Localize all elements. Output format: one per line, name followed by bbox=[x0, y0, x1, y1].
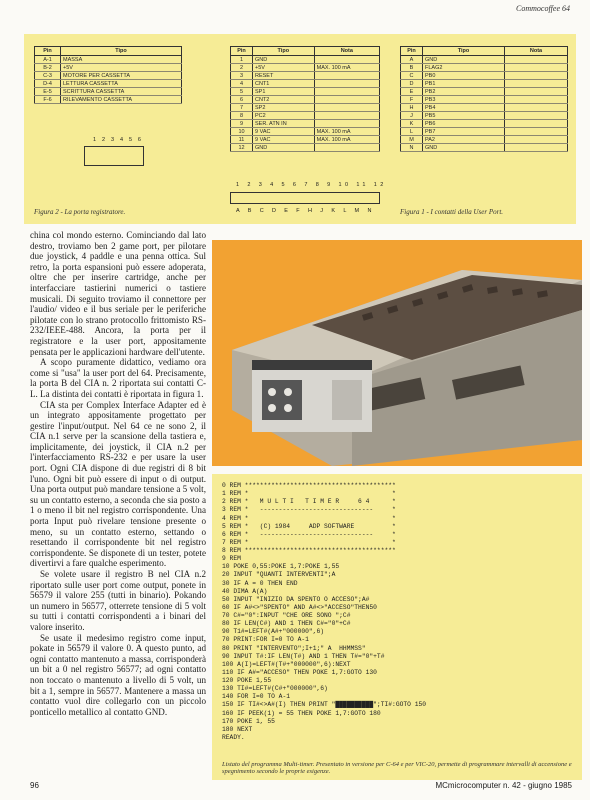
listing-line: 50 INPUT "INIZIO DA SPENTO O ACCESO";A# bbox=[222, 595, 370, 603]
table-cell: PB1 bbox=[423, 80, 505, 88]
tape-pin-row bbox=[35, 80, 182, 88]
table-cell bbox=[314, 144, 379, 152]
listing-line: 40 DIMA A(A) bbox=[222, 587, 268, 595]
listing-line: 180 NEXT bbox=[222, 725, 253, 733]
tape-connector-numbers: 1 2 3 4 5 6 bbox=[93, 137, 144, 143]
table-cell: PC2 bbox=[253, 112, 315, 120]
table-cell: E bbox=[401, 88, 423, 96]
table-cell: MAX. 100 mA bbox=[314, 136, 379, 144]
table-cell: SER. ATN IN bbox=[253, 120, 315, 128]
tape-pin-row bbox=[35, 64, 182, 72]
table-cell: M bbox=[401, 136, 423, 144]
user-pin-row bbox=[231, 136, 380, 144]
table-cell: SP2 bbox=[253, 104, 315, 112]
table-cell bbox=[314, 120, 379, 128]
table-cell bbox=[314, 104, 379, 112]
table-header-cell: Pin bbox=[231, 47, 253, 56]
table-cell bbox=[505, 144, 568, 152]
table-cell: D bbox=[401, 80, 423, 88]
table-cell: 9 bbox=[231, 120, 253, 128]
user-letter-pin-row bbox=[401, 88, 568, 96]
table-cell bbox=[505, 120, 568, 128]
table-cell: GND bbox=[253, 144, 315, 152]
table-cell: CNT2 bbox=[253, 96, 315, 104]
listing-line: 120 POKE 1,55 bbox=[222, 677, 272, 684]
user-letter-pin-row bbox=[401, 144, 568, 152]
user-letter-pin-row bbox=[401, 72, 568, 80]
table-cell bbox=[505, 72, 568, 80]
listing-line: 2 REM * M U L T I T I M E R 6 4 * bbox=[222, 498, 396, 506]
table-cell: C-3 bbox=[35, 72, 61, 80]
table-cell: +5V bbox=[61, 64, 182, 72]
listing-line: 70 C#="0":INPUT "CHE ORE SONO ";C# bbox=[222, 612, 351, 619]
table-cell: H bbox=[401, 104, 423, 112]
table-cell: D-4 bbox=[35, 80, 61, 88]
table-cell: PB2 bbox=[423, 88, 505, 96]
table-cell bbox=[505, 96, 568, 104]
table-cell bbox=[505, 88, 568, 96]
tape-pin-row bbox=[35, 96, 182, 104]
table-cell: B bbox=[401, 64, 423, 72]
listing-line: 100 A(I)=LEFT#(T#+"000000",6):NEXT bbox=[222, 660, 351, 668]
user-letter-pin-row bbox=[401, 120, 568, 128]
listing-line: 110 IF A#="ACCESO" THEN POKE 1,7:GOTO 130 bbox=[222, 668, 377, 676]
table-cell: 7 bbox=[231, 104, 253, 112]
listing-line: 140 FOR I=0 TO A-1 bbox=[222, 693, 291, 701]
table-header-cell: Pin bbox=[401, 47, 423, 56]
tape-connector-diagram bbox=[84, 146, 144, 166]
figure-1-caption: Figura 1 - I contatti della User Port. bbox=[400, 208, 504, 216]
table-cell: 3 bbox=[231, 72, 253, 80]
table-cell: SCRITTURA CASSETTA bbox=[61, 88, 182, 96]
table-cell: A-1 bbox=[35, 56, 61, 64]
user-pin-row bbox=[231, 96, 380, 104]
table-cell: 11 bbox=[231, 136, 253, 144]
user-letter-pin-row bbox=[401, 80, 568, 88]
table-cell: MAX. 100 mA bbox=[314, 128, 379, 136]
magazine-footer: MCmicrocomputer n. 42 - giugno 1985 bbox=[435, 781, 572, 790]
user-pin-row bbox=[231, 112, 380, 120]
article-paragraph: CIA sta per Complex Interface Adapter ed è un integrato appositamente progettato per gestire l'input/output. Nel 64 ce ne sono 2, il CIA n.1 serve per la scansione della tastiera e, implicitamente, dei joystick, il CIA n.2 per l'interfacciamento RS-232 e per usare la user port. Ogni CIA dispone di due registri di 8 bit l'uno. Ogni bit può essere di input o di output. Una porta output può mandare tensione a 5 volt, su un contatto esterno, a seconda che sia posto a 1 o meno il bit nel registro corrispondente. Una porta Input può rivelare tensione presente o meno, su un contatto esterno, settando o resettando il corrispondente bit nel registro corrispondente. Se disponete di un tester, potete divertirvi a fare qualche esperimento. bbox=[30, 399, 206, 569]
listing-caption: Listato del programma Multi-timer. Presentato in versione per C-64 e per VIC-20, permette di programmare intervalli di accensione e spegnimento secondo le proprie esigenze. bbox=[222, 760, 572, 776]
table-cell: PB7 bbox=[423, 128, 505, 136]
user-pin-row bbox=[231, 104, 380, 112]
table-cell: F-6 bbox=[35, 96, 61, 104]
table-cell: FLAG2 bbox=[423, 64, 505, 72]
table-cell bbox=[505, 128, 568, 136]
table-cell: N bbox=[401, 144, 423, 152]
table-cell: C bbox=[401, 72, 423, 80]
table-cell: 4 bbox=[231, 80, 253, 88]
listing-line: 60 IF A#<>"SPENTO" AND A#<>"ACCESO"THEN50 bbox=[222, 603, 377, 611]
table-cell: RILEVAMENTO CASSETTA bbox=[61, 96, 182, 104]
table-cell: PB3 bbox=[423, 96, 505, 104]
table-cell: 10 bbox=[231, 128, 253, 136]
article-paragraph: china col mondo esterno. Cominciando dal lato destro, troviamo ben 2 game port, per pilotare due joystick, 4 paddle e una penna ottica. Sul retro, la porta espansioni può essere adoperata, oltre che per inserire cartridge, anche per interfacciare tastierini numerici o tastiere musicali. Di seguito troviamo il connettore per l'audio/ video e il bus seriale per le periferiche pilotate con lo strano protocollo frittomisto RS-232/IEEE-488. Ancora, la porta per il registratore e la user port, appositamente pensata per le applicazioni hardware dell'utente. bbox=[30, 230, 206, 357]
user-letter-pin-row bbox=[401, 56, 568, 64]
table-cell bbox=[505, 104, 568, 112]
listing-line: 80 IF LEN(C#) AND 1 THEN C#="0"+C# bbox=[222, 620, 351, 628]
listing-line: 160 IF PEEK(1) = 55 THEN POKE 1,7:GOTO 180 bbox=[222, 709, 381, 717]
user-pin-row bbox=[231, 144, 380, 152]
listing-line: 0 REM **************************************** bbox=[222, 482, 396, 489]
table-cell: MASSA bbox=[61, 56, 182, 64]
listing-line: 8 REM **************************************** bbox=[222, 547, 396, 554]
article-paragraph: Se volete usare il registro B nel CIA n.2 riportato sulle user port come output, ponete in 56579 il valore 255 (tutti in binario). Pokando un numero in 56577, otterrete tensione di 5 volt su tutti i contatti corrispondenti a i binari del valore inserito. bbox=[30, 569, 206, 632]
table-cell: CNT1 bbox=[253, 80, 315, 88]
listing-line: 80 PRINT "INTERVENTO";I+1;" A HHMMSS" bbox=[222, 644, 366, 652]
listing-line: 70 PRINT:FOR I=0 TO A-1 bbox=[222, 636, 309, 644]
user-letter-pin-row bbox=[401, 96, 568, 104]
user-pin-row bbox=[231, 72, 380, 80]
table-cell: LETTURA CASSETTA bbox=[61, 80, 182, 88]
table-cell: RESET bbox=[253, 72, 315, 80]
article-paragraph: Se usate il medesimo registro come input, pokate in 56579 il valore 0. A questo punto, ad ogni contatto mantenuto a massa, corrisponderà un bit a 0 nel registro 56577; ad ogni contatto non toccato o mantenuto a livello di 5 volt, un bit a 1, sempre in 56577. Mantenere a massa un contatto vuol dire collegarlo con un piccolo ponticello metallico al contatto GND. bbox=[30, 632, 206, 717]
figures-panel bbox=[24, 34, 576, 224]
user-connector-numbers: 1 2 3 4 5 6 7 8 9 10 11 12 bbox=[236, 182, 387, 188]
article-body bbox=[30, 230, 206, 717]
page-number: 96 bbox=[30, 781, 39, 790]
user-port-table bbox=[230, 46, 380, 152]
user-port-letter-table bbox=[400, 46, 568, 152]
article-paragraph: A scopo puramente didattico, vediamo ora come si "usa" la user port del 64. Precisamente, la porta B del CIA n. 2 riportata sui contatti C-L. La distinta dei contatti è riportata in figura 1. bbox=[30, 357, 206, 399]
tape-pin-row bbox=[35, 56, 182, 64]
table-cell bbox=[314, 96, 379, 104]
table-cell: B-2 bbox=[35, 64, 61, 72]
table-cell: E-5 bbox=[35, 88, 61, 96]
table-cell bbox=[505, 112, 568, 120]
listing-line: 6 REM * ------------------------------ * bbox=[222, 530, 396, 538]
listing-line: 1 REM * * bbox=[222, 490, 396, 498]
table-cell: A bbox=[401, 56, 423, 64]
listing-line: 9 REM bbox=[222, 555, 241, 563]
table-cell: PB0 bbox=[423, 72, 505, 80]
table-cell: PB6 bbox=[423, 120, 505, 128]
listing-line: READY. bbox=[222, 733, 245, 741]
table-cell: F bbox=[401, 96, 423, 104]
table-cell bbox=[314, 88, 379, 96]
table-cell: J bbox=[401, 112, 423, 120]
user-connector-diagram bbox=[230, 192, 380, 204]
table-cell: 12 bbox=[231, 144, 253, 152]
listing-line: 90 INPUT T#:IF LEN(T#) AND 1 THEN T#="0"+T# bbox=[222, 652, 385, 660]
user-pin-row bbox=[231, 128, 380, 136]
table-cell bbox=[505, 80, 568, 88]
listing-line: 10 POKE 0,55:POKE 1,7:POKE 1,55 bbox=[222, 563, 340, 571]
table-header-cell: Tipo bbox=[423, 47, 505, 56]
user-pin-row bbox=[231, 80, 380, 88]
table-cell: PB4 bbox=[423, 104, 505, 112]
listing-line: 5 REM * (C) 1984 ADP SOFTWARE * bbox=[222, 522, 396, 530]
table-cell: 9 VAC bbox=[253, 136, 315, 144]
listing-line: 90 T1#=LEFT#(A#+"000000",6) bbox=[222, 628, 325, 636]
table-cell: SP1 bbox=[253, 88, 315, 96]
user-letter-pin-row bbox=[401, 128, 568, 136]
user-letter-pin-row bbox=[401, 104, 568, 112]
listing-line: 170 POKE 1, 55 bbox=[222, 717, 275, 725]
listing-line: 130 TI#=LEFT#(C#+"000000",6) bbox=[222, 685, 328, 693]
user-connector-letters: A B C D E F H J K L M N bbox=[236, 208, 375, 214]
tape-pin-row bbox=[35, 88, 182, 96]
table-cell: +5V bbox=[253, 64, 315, 72]
table-cell: 5 bbox=[231, 88, 253, 96]
user-letter-pin-row bbox=[401, 112, 568, 120]
table-header-cell: Pin bbox=[35, 47, 61, 56]
table-cell: 8 bbox=[231, 112, 253, 120]
table-cell: MAX. 100 mA bbox=[314, 64, 379, 72]
listing-line: 7 REM * * bbox=[222, 538, 396, 546]
listing-line: 20 INPUT "QUANTI INTERVENTI";A bbox=[222, 571, 336, 579]
table-cell bbox=[505, 64, 568, 72]
table-cell bbox=[505, 56, 568, 64]
table-header-cell: Tipo bbox=[253, 47, 315, 56]
tape-port-table bbox=[34, 46, 182, 104]
table-cell: 6 bbox=[231, 96, 253, 104]
section-tag: Commocoffee 64 bbox=[516, 4, 570, 13]
table-cell: PA2 bbox=[423, 136, 505, 144]
table-header-cell: Nota bbox=[505, 47, 568, 56]
table-cell: PB5 bbox=[423, 112, 505, 120]
table-cell: 1 bbox=[231, 56, 253, 64]
user-letter-pin-row bbox=[401, 64, 568, 72]
tape-pin-row bbox=[35, 72, 182, 80]
listing-line: 4 REM * * bbox=[222, 514, 396, 522]
user-pin-row bbox=[231, 120, 380, 128]
table-cell bbox=[314, 80, 379, 88]
table-cell: GND bbox=[423, 144, 505, 152]
table-cell bbox=[314, 112, 379, 120]
table-header-cell: Nota bbox=[314, 47, 379, 56]
table-cell bbox=[505, 136, 568, 144]
user-letter-pin-row bbox=[401, 136, 568, 144]
user-pin-row bbox=[231, 88, 380, 96]
table-cell: K bbox=[401, 120, 423, 128]
program-listing bbox=[222, 482, 572, 742]
table-cell: MOTORE PER CASSETTA bbox=[61, 72, 182, 80]
user-pin-row bbox=[231, 64, 380, 72]
table-cell: GND bbox=[253, 56, 315, 64]
table-cell: 2 bbox=[231, 64, 253, 72]
figure-2-caption: Figura 2 - La porta registratore. bbox=[34, 208, 126, 216]
program-listing-panel bbox=[212, 474, 582, 780]
user-pin-row bbox=[231, 56, 380, 64]
listing-line: 30 IF A = 0 THEN END bbox=[222, 579, 298, 587]
listing-line: 150 IF TI#<>A#(I) THEN PRINT "██████████";TI#:GOTO 150 bbox=[222, 701, 427, 709]
table-cell bbox=[314, 72, 379, 80]
table-cell bbox=[314, 56, 379, 64]
table-header-cell: Tipo bbox=[61, 47, 182, 56]
listing-line: 3 REM * ------------------------------ * bbox=[222, 506, 396, 514]
table-cell: L bbox=[401, 128, 423, 136]
table-cell: GND bbox=[423, 56, 505, 64]
commodore-64-photo bbox=[212, 240, 582, 466]
table-cell: 9 VAC bbox=[253, 128, 315, 136]
